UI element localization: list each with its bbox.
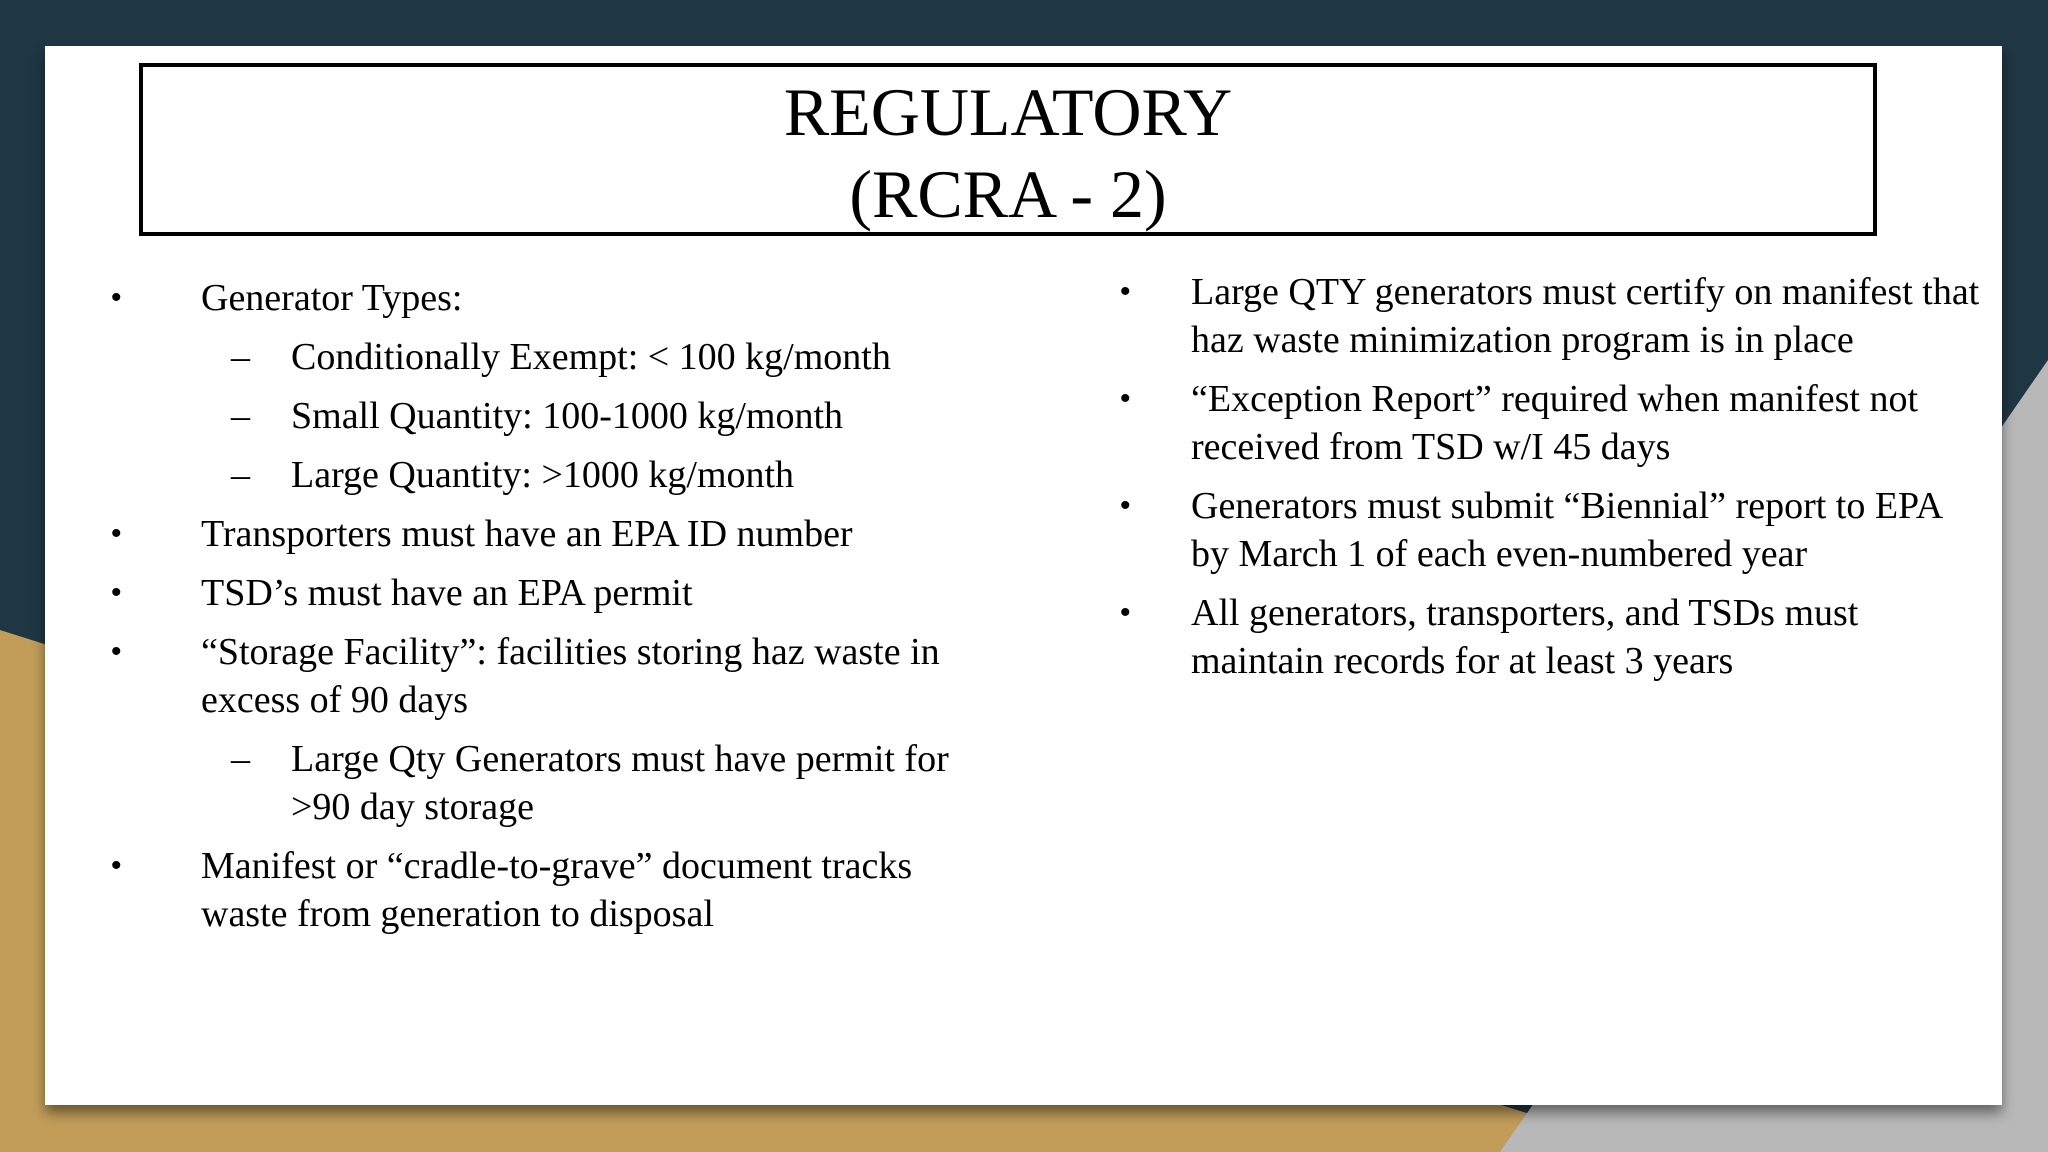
- list-item: [1080, 482, 1980, 578]
- sub-list-item: [89, 735, 979, 831]
- list-item: [89, 274, 979, 322]
- slide-title-box: [139, 63, 1877, 236]
- sub-list-item: [89, 333, 979, 381]
- dash-icon: –: [231, 336, 250, 378]
- sub-list-item: [89, 451, 979, 499]
- dash-icon: –: [231, 395, 250, 437]
- sub-list-item-text: Large Quantity: >1000 kg/month: [291, 454, 795, 496]
- list-item: [89, 510, 979, 558]
- bullet-icon: •: [111, 517, 122, 550]
- list-item-text: TSD’s must have an EPA permit: [201, 572, 693, 614]
- list-item-text: Generators must submit “Biennial” report to EPA by March 1 of each even-numbered year: [1191, 485, 1942, 575]
- bullet-icon: •: [111, 576, 122, 609]
- bullet-icon: •: [1120, 596, 1131, 629]
- bullet-icon: •: [111, 281, 122, 314]
- sub-list-item: [89, 392, 979, 440]
- list-item: [1080, 589, 1980, 685]
- list-item: [1080, 375, 1980, 471]
- bullet-icon: •: [1120, 489, 1131, 522]
- sub-list-item-text: Large Qty Generators must have permit for >90 day storage: [291, 738, 949, 828]
- dash-icon: –: [231, 738, 250, 780]
- dash-icon: –: [231, 454, 250, 496]
- slide-subtitle: (RCRA - 2): [849, 156, 1167, 232]
- list-item-text: All generators, transporters, and TSDs must maintain records for at least 3 years: [1191, 592, 1859, 682]
- slide-title: REGULATORY: [783, 74, 1233, 150]
- bullet-icon: •: [111, 635, 122, 668]
- list-item-text: Large QTY generators must certify on manifest that haz waste minimization program is in place: [1191, 271, 1980, 361]
- sub-list-item-text: Conditionally Exempt: < 100 kg/month: [291, 336, 891, 378]
- list-item: [89, 842, 979, 938]
- list-item-text: Manifest or “cradle-to-grave” document tracks waste from generation to disposal: [201, 845, 913, 935]
- list-item: [1080, 268, 1980, 364]
- left-column: [89, 274, 979, 949]
- list-item-text: Generator Types:: [201, 277, 463, 319]
- bullet-icon: •: [1120, 382, 1131, 415]
- list-item-text: “Exception Report” required when manifest not received from TSD w/I 45 days: [1191, 378, 1919, 468]
- bullet-icon: •: [1120, 275, 1131, 308]
- bullet-icon: •: [111, 849, 122, 882]
- list-item: [89, 628, 979, 724]
- sub-list-item-text: Small Quantity: 100-1000 kg/month: [291, 395, 844, 437]
- list-item-text: “Storage Facility”: facilities storing haz waste in excess of 90 days: [201, 631, 940, 721]
- list-item: [89, 569, 979, 617]
- slide: [45, 46, 2002, 1105]
- list-item-text: Transporters must have an EPA ID number: [201, 513, 853, 555]
- right-column: [1080, 268, 1980, 696]
